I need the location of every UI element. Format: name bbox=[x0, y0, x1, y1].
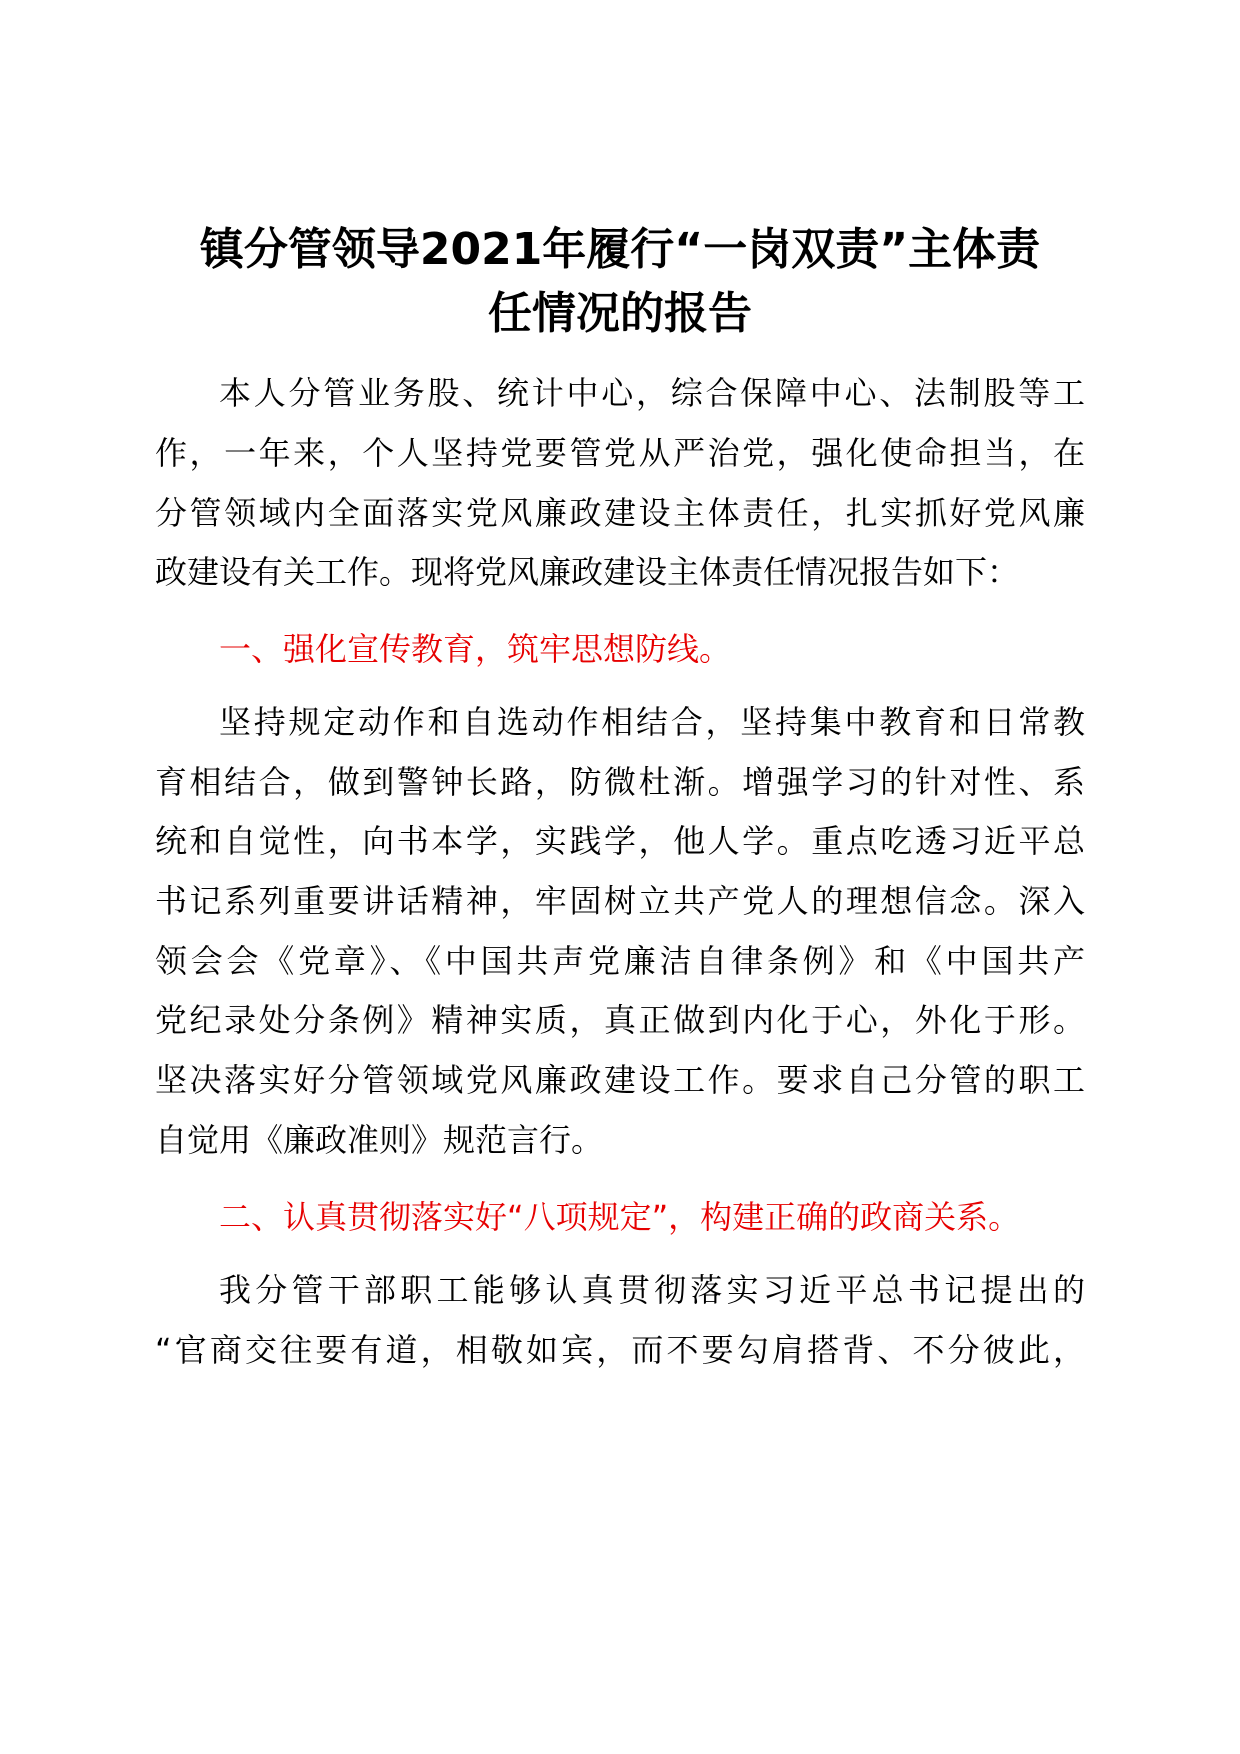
section-1-line-6: 党纪录处分条例》精神实质，真正做到内化于心，外化于形。 bbox=[155, 1001, 1085, 1039]
intro-line-3: 分管领域内全面落实党风廉政建设主体责任，扎实抓好党风廉 bbox=[155, 494, 1085, 532]
section-1-line-2: 育相结合，做到警钟长路，防微杜渐。增强学习的针对性、系 bbox=[155, 763, 1085, 801]
section-1-line-4: 书记系列重要讲话精神，牢固树立共产党人的理想信念。深入 bbox=[155, 882, 1085, 920]
section-1-line-8: 自觉用《廉政准则》规范言行。 bbox=[155, 1121, 604, 1159]
section-1-line-5: 领会会《党章》、《中国共声党廉洁自律条例》和《中国共产 bbox=[155, 942, 1085, 980]
section-1-heading: 一、强化宣传教育，筑牢思想防线。 bbox=[219, 630, 732, 668]
intro-line-2: 作，一年来，个人坚持党要管党从严治党，强化使命担当，在 bbox=[155, 434, 1085, 472]
section-2-heading: 二、认真贯彻落实好“八项规定”，构建正确的政商关系。 bbox=[219, 1198, 1021, 1236]
intro-line-1: 本人分管业务股、统计中心，综合保障中心、法制股等工 bbox=[219, 374, 1085, 412]
document-title bbox=[152, 218, 1088, 346]
intro-line-4: 政建设有关工作。现将党风廉政建设主体责任情况报告如下： bbox=[155, 553, 1020, 591]
title-line-1: 镇分管领导2021年履行“一岗双责”主体责 bbox=[199, 224, 1041, 275]
section-1-line-3: 统和自觉性，向书本学，实践学，他人学。重点吃透习近平总 bbox=[155, 822, 1085, 860]
section-2-line-1: 我分管干部职工能够认真贯彻落实习近平总书记提出的 bbox=[219, 1271, 1085, 1309]
section-1-line-7: 坚决落实好分管领域党风廉政建设工作。要求自己分管的职工 bbox=[155, 1061, 1085, 1099]
section-1-line-1: 坚持规定动作和自选动作相结合，坚持集中教育和日常教 bbox=[219, 703, 1085, 741]
title-line-2: 任情况的报告 bbox=[488, 288, 752, 339]
section-2-line-2: “官商交往要有道，相敬如宾，而不要勾肩搭背、不分彼此， bbox=[155, 1331, 1085, 1369]
